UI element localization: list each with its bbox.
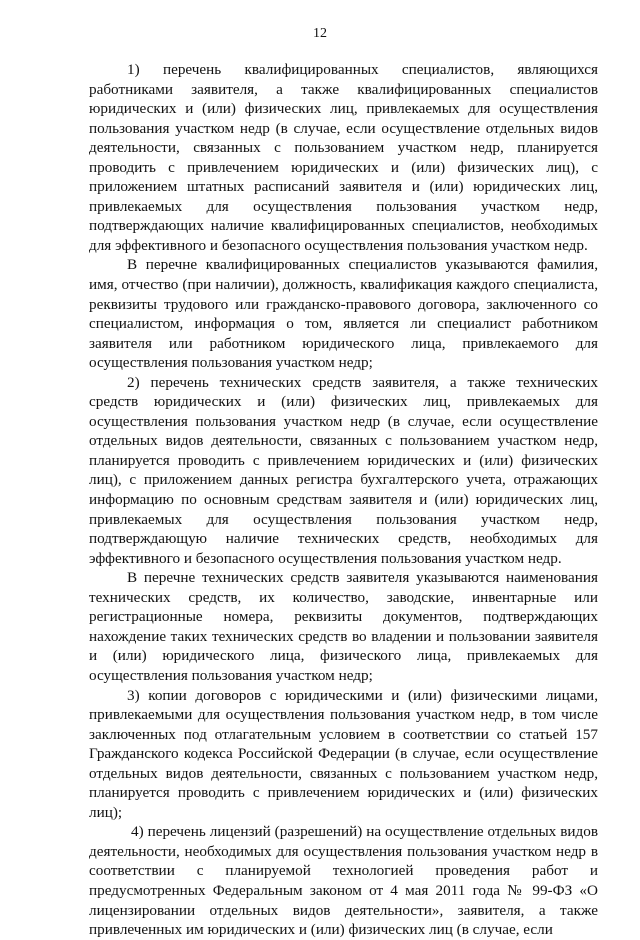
document-body [89,60,598,940]
paragraph-technical-means-details: В перечне технических средств заявителя указываются наименования технических средств, их количество, заводские, инвентарные или регистрационные номера, реквизиты документов, подтверждающих нахождение таких технических средств во владении и пользовании заявителя и (или) юридического лица, физического лица, привлекаемых для осуществления пользования участком недр; [89,569,598,684]
paragraph-item-2-technical-means: 2) перечень технических средств заявителя, а также технических средств юридических и (или) физических лиц, привлекаемых для осуществления пользования участком недр (в случае, если осуществление отдельных видов деятельности, связанных с пользованием участком недр, планируется проводить с привлечением юридических и (или) физических лиц), с приложением данных регистра бухгалтерского учета, отражающих информацию по основным средствам заявителя и (или) юридических лиц, привлекаемых для осуществления пользования участком недр, подтверждающую наличие технических средств, необходимых для эффективного и безопасного осуществления пользования участком недр. [89,373,598,567]
paragraph-specialists-list-details: В перечне квалифицированных специалистов указываются фамилия, имя, отчество (при наличии), должность, квалификация каждого специалиста, реквизиты трудового или гражданско-правового договора, заключенного со специалистом, информация о том, является ли специалист работником заявителя или работником юридического лица, привлекаемого для осуществления пользования участком недр; [89,256,598,372]
paragraph-item-1-qualified-specialists: 1) перечень квалифицированных специалистов, являющихся работниками заявителя, а также квалифицированных специалистов юридических и (или) физических лиц, привлекаемых для осуществления пользования участком недр (в случае, если осуществление отдельных видов деятельности, связанных с пользованием участком недр, планируется проводить с привлечением юридических и (или) физических лиц), с приложением штатных расписаний заявителя и (или) юридических лиц, привлекаемых для осуществления пользования участком недр, подтверждающих наличие квалифицированных специалистов, необходимых для эффективного и безопасного осуществления пользования участком недр. [89,61,598,254]
page-number: 12 [313,26,327,41]
paragraph-item-4-licenses: 4) перечень лицензий (разрешений) на осуществление отдельных видов деятельности, необходимых для осуществления пользования участком недр в соответствии с планируемой технологией проведения работ и предусмотренных Федеральным законом от 4 мая 2011 года № 99-ФЗ «О лицензировании отдельных видов деятельности», заявителя, а также привлеченных им юридических и (или) физических лиц (в случае, если [89,823,598,939]
paragraph-item-3-contract-copies: 3) копии договоров с юридическими и (или) физическими лицами, привлекаемыми для осуществления пользования участком недр, в том числе заключенных под отлагательным условием в соответствии со статьей 157 Гражданского кодекса Российской Федерации (в случае, если осуществление отдельных видов деятельности, связанных с пользованием участком недр, планируется проводить с привлечением юридических и (или) физических лиц); [89,686,598,821]
